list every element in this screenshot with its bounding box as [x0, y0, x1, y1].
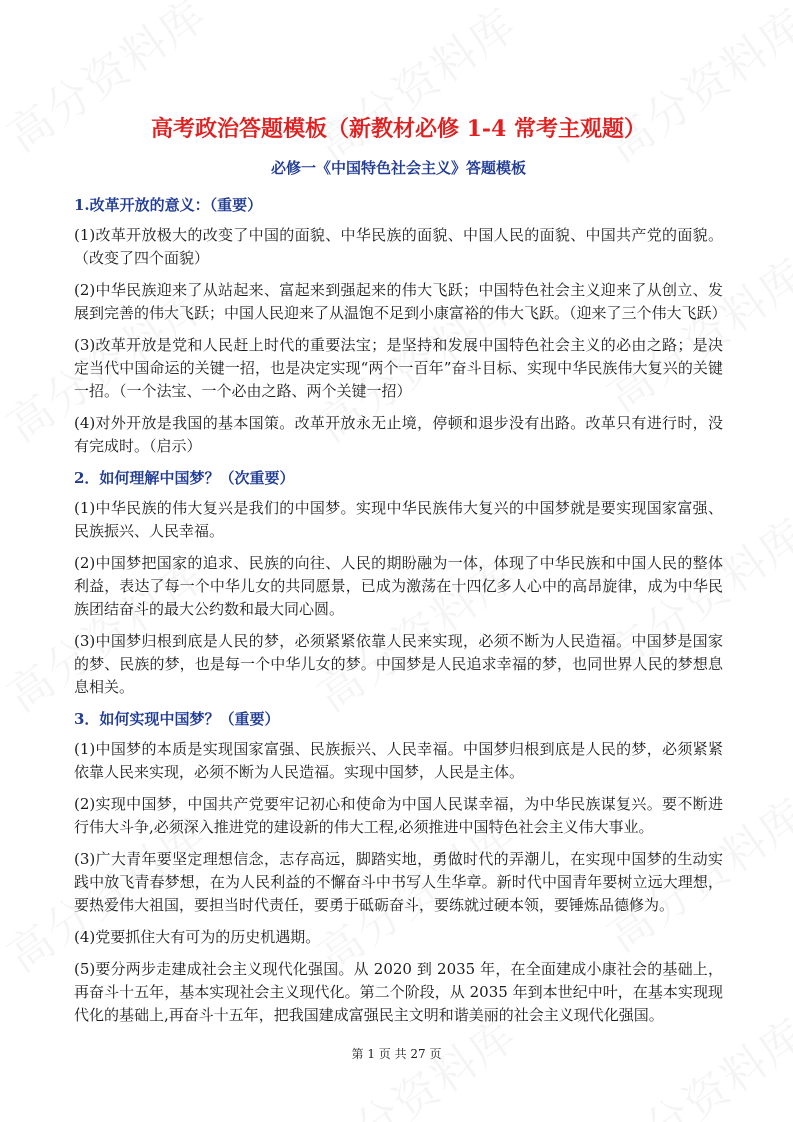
paragraph: (4)对外开放是我国的基本国策。改革开放永无止境，停顿和退步没有出路。改革只有进行时，没有完成时。（启示） — [74, 414, 723, 455]
paragraph: (5)要分两步走建成社会主义现代化强国。从 2020 到 2035 年，在全面建成小康社会的基础上，再奋斗十五年，基本实现社会主义现代化。第二个阶段，从 2035 年到本世纪中叶，在基本实现现代化的基础上,再奋斗十五年，把我国建成富强民主文明和谐美丽的社会主义现代化强国。 — [74, 960, 723, 1024]
paragraph: (1)改革开放极大的改变了中国的面貌、中华民族的面貌、中国人民的面貌、中国共产党的面貌。（改变了四个面貌） — [74, 226, 723, 267]
paragraph: (1)中国梦的本质是实现国家富强、民族振兴、人民幸福。中国梦归根到底是人民的梦，必须紧紧依靠人民来实现，必须不断为人民造福。实现中国梦，人民是主体。 — [74, 740, 723, 781]
page-footer: 第 1 页 共 27 页 — [351, 1047, 442, 1061]
document-title: 高考政治答题模板（新教材必修 1-4 常考主观题） — [150, 116, 647, 142]
paragraph: (2)实现中国梦，中国共产党要牢记初心和使命为中国人民谋幸福，为中华民族谋复兴。要不断进行伟大斗争,必须深入推进党的建设新的伟大工程,必须推进中国特色社会主义伟大事业。 — [74, 795, 723, 836]
section-heading-3: 3．如何实现中国梦？（重要） — [74, 710, 280, 728]
paragraph: (4)党要抓住大有可为的历史机遇期。 — [74, 928, 321, 946]
paragraph: (3)改革开放是党和人民赶上时代的重要法宝；是坚持和发展中国特色社会主义的必由之路；是决定当代中国命运的关键一招，也是决定实现“两个一百年”奋斗目标、实现中华民族伟大复兴的关键一招。（一个法宝、一个必由之路、两个关键一招） — [74, 336, 723, 400]
paragraph: (2)中国梦把国家的追求、民族的向往、人民的期盼融为一体，体现了中华民族和中国人民的整体利益，表达了每一个中华儿女的共同愿景，已成为激荡在十四亿多人心中的高昂旋律，成为中华民族团结奋斗的最大公约数和最大同心圆。 — [74, 554, 723, 618]
document-subtitle: 必修一《中国特色社会主义》答题模板 — [270, 159, 526, 177]
paragraph: (1)中华民族的伟大复兴是我们的中国梦。实现中华民族伟大复兴的中国梦就是要实现国家富强、民族振兴、人民幸福。 — [74, 499, 723, 540]
paragraph: (3)广大青年要坚定理想信念，志存高远，脚踏实地，勇做时代的弄潮儿，在实现中国梦的生动实践中放飞青春梦想，在为人民利益的不懈奋斗中书写人生华章。新时代中国青年要树立远大理想，要热爱伟大祖国，要担当时代责任，要勇于砥砺奋斗，要练就过硬本领，要锤炼品德修为。 — [74, 850, 723, 914]
paragraph: (3)中国梦归根到底是人民的梦，必须紧紧依靠人民来实现，必须不断为人民造福。中国梦是国家的梦、民族的梦，也是每一个中华儿女的梦。中国梦是人民追求幸福的梦，也同世界人民的梦想息息相关。 — [74, 632, 723, 696]
section-heading-2: 2．如何理解中国梦？（次重要） — [74, 469, 295, 487]
section-heading-1: 1.改革开放的意义：（重要） — [74, 196, 263, 214]
paragraph: (2)中华民族迎来了从站起来、富起来到强起来的伟大飞跃；中国特色社会主义迎来了从创立、发展到完善的伟大飞跃；中国人民迎来了从温饱不足到小康富裕的伟大飞跃。（迎来了三个伟大飞跃） — [74, 281, 727, 322]
